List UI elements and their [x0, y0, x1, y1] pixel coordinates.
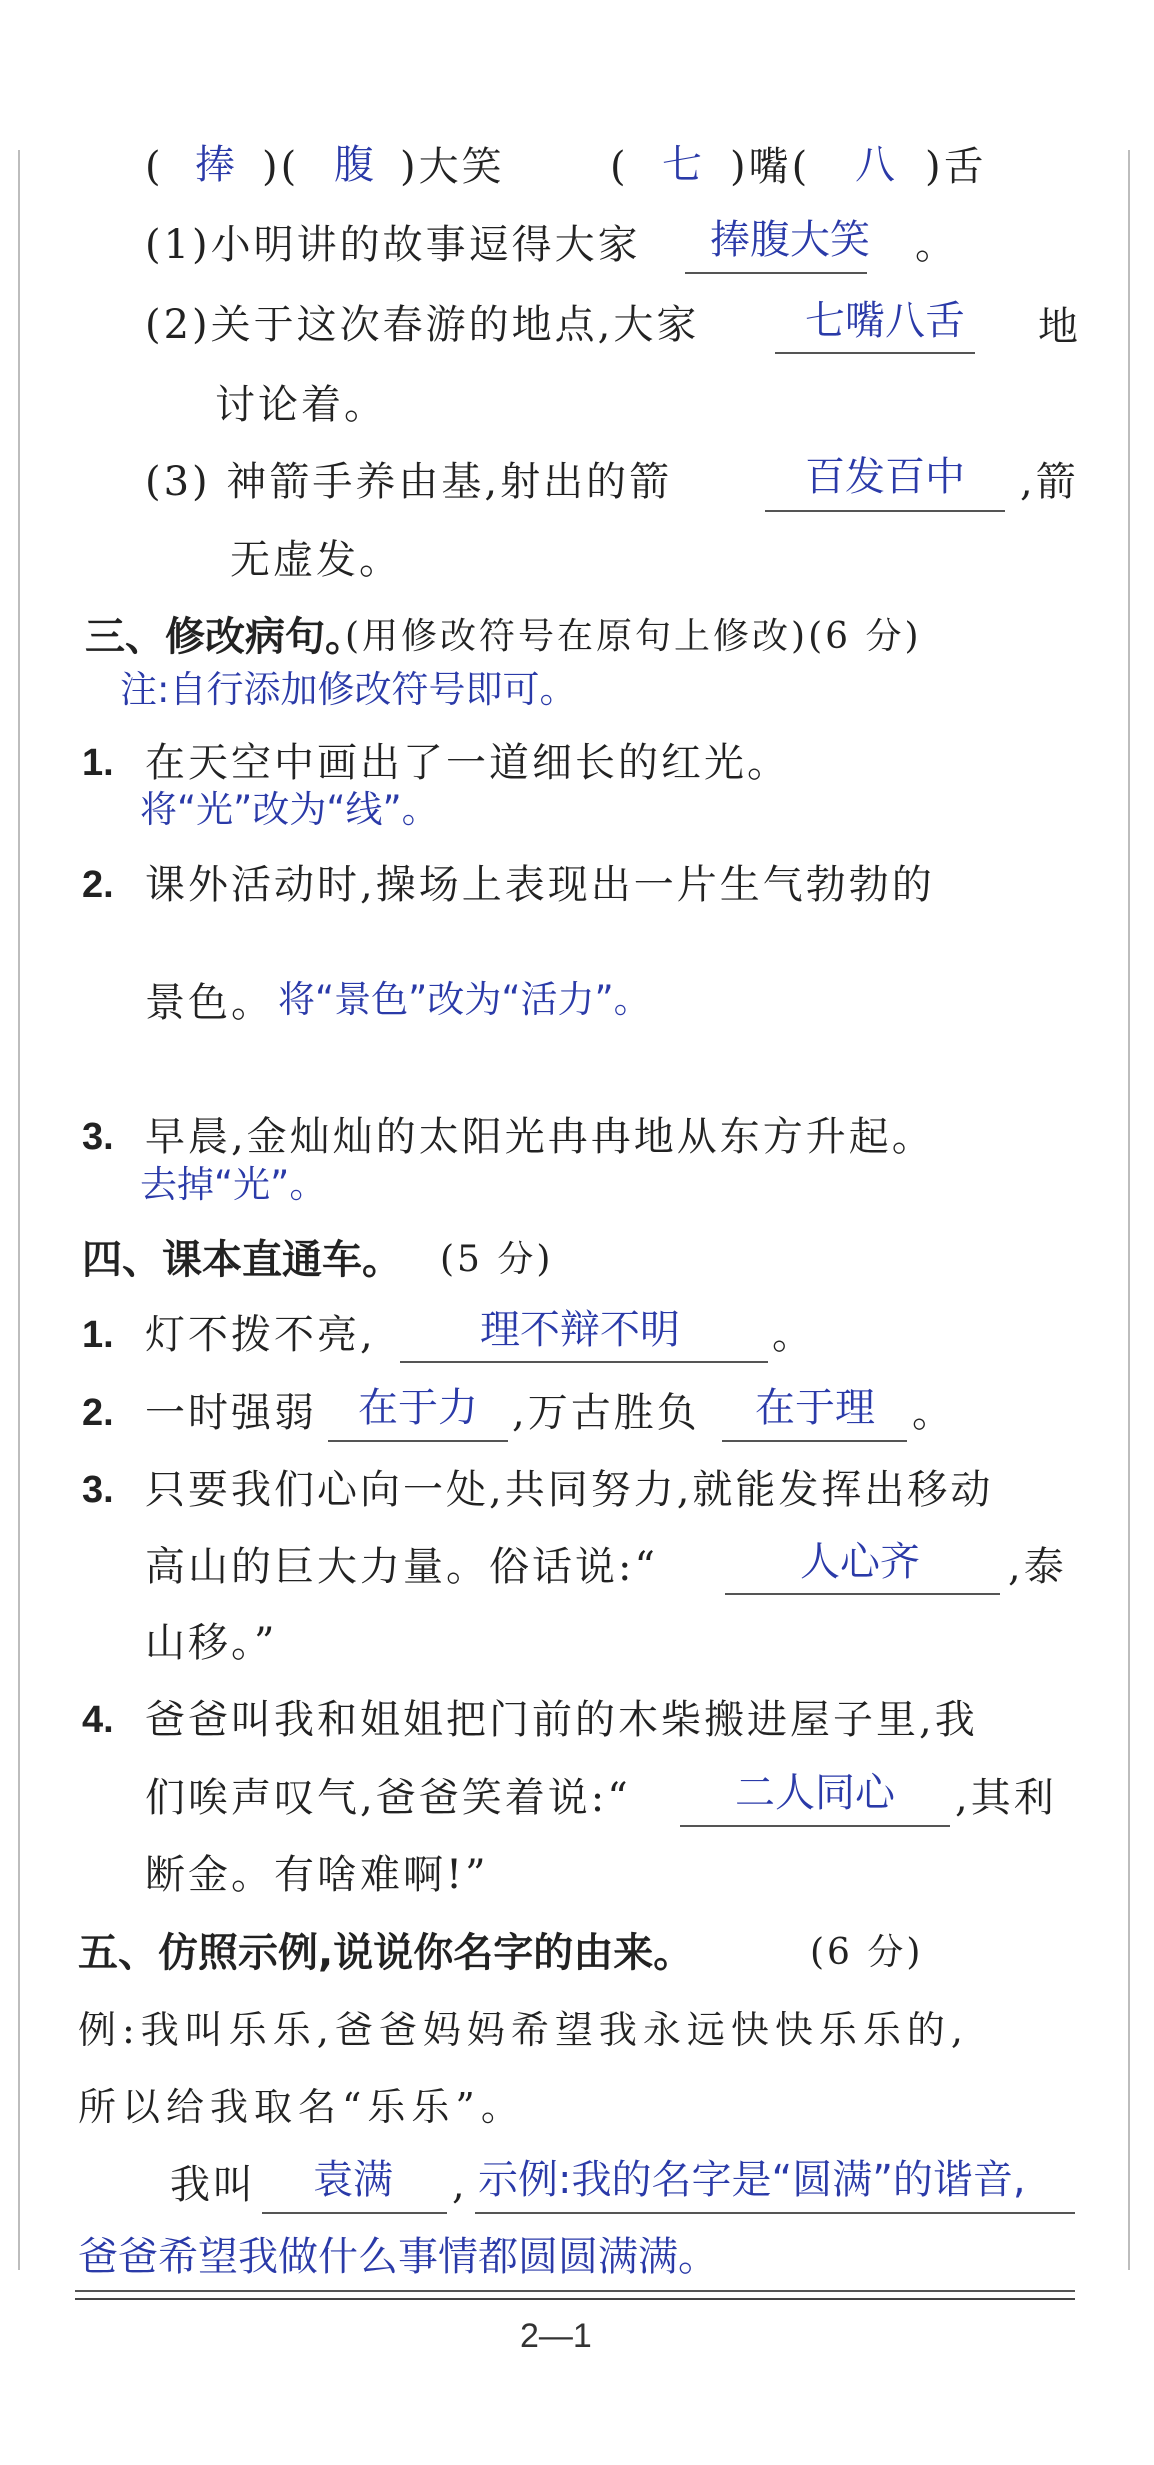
blank-line	[262, 2212, 447, 2214]
left-margin-line	[18, 150, 20, 2270]
blank-line	[75, 2290, 1075, 2292]
s4-q4-end: ,其利	[955, 1775, 1057, 1821]
section5-note: (6 分)	[810, 1932, 924, 1973]
blank-line	[328, 1440, 508, 1442]
page-number: 2—1	[520, 2317, 592, 2355]
paren: )(	[262, 144, 300, 190]
idiom-q2-answer: 七嘴八舌	[805, 298, 965, 344]
section4-title: 四、课本直通车。	[82, 1237, 402, 1283]
blank-line	[775, 352, 975, 354]
s4-q2-mid: ,万古胜负	[512, 1390, 700, 1436]
idiom-q3-text: (3) 神箭手养由基,射出的箭	[145, 459, 673, 505]
idiom-answer-3: 七	[662, 142, 702, 188]
idiom-q1-answer: 捧腹大笑	[710, 217, 870, 263]
sentence-2-cont: 景色。	[145, 980, 274, 1026]
item-number: 3.	[82, 1116, 114, 1158]
s4-q4-line2: 们唉声叹气,爸爸笑着说:“	[145, 1775, 631, 1821]
s4-q1-text: 灯不拨不亮,	[145, 1312, 376, 1358]
s4-q3-answer: 人心齐	[800, 1539, 920, 1585]
item-number: 4.	[82, 1699, 114, 1741]
punct: 。	[912, 1390, 955, 1436]
item-number: 2.	[82, 1392, 114, 1434]
s4-q2-answer-2: 在于理	[755, 1385, 875, 1431]
idiom-q2-text: (2)关于这次春游的地点,大家	[145, 302, 700, 348]
sentence-3-answer: 去掉“光”。	[140, 1163, 327, 1206]
section3-title: 三、修改病句。	[85, 614, 365, 660]
sentence-3: 早晨,金灿灿的太阳光冉冉地从东方升起。	[145, 1114, 935, 1160]
section5-example-line1: 例:我叫乐乐,爸爸妈妈希望我永远快快乐乐的,	[78, 2008, 969, 2052]
section4-note: (5 分)	[440, 1239, 554, 1280]
blank-line	[725, 1593, 1000, 1595]
item-number: 2.	[82, 864, 114, 906]
footer-line	[75, 2298, 1075, 2300]
blank-line	[680, 1825, 950, 1827]
idiom-q3-cont: 无虚发。	[230, 537, 402, 583]
idiom-q1-text: (1)小明讲的故事逗得大家	[145, 222, 641, 268]
idiom-q2-end: 地	[1038, 304, 1081, 350]
s4-q3-line2: 高山的巨大力量。俗话说:“	[145, 1544, 658, 1590]
punct: 。	[772, 1312, 815, 1358]
section5-answer-line2: 爸爸希望我做什么事情都圆圆满满。	[78, 2234, 718, 2280]
section3-hint: 注:自行添加修改符号即可。	[120, 668, 577, 711]
item-number: 1.	[82, 742, 114, 784]
sentence-2: 课外活动时,操场上表现出一片生气勃勃的	[145, 862, 935, 908]
idiom-text: )嘴(	[730, 144, 811, 190]
s4-q3-line1: 只要我们心向一处,共同努力,就能发挥出移动	[145, 1467, 994, 1513]
section3-note: (用修改符号在原句上修改)(6 分)	[345, 616, 922, 657]
blank-line	[685, 272, 867, 274]
idiom-text: )舌	[925, 144, 987, 190]
paren: (	[145, 144, 164, 190]
s4-q2-text: 一时强弱	[145, 1390, 317, 1436]
s4-q3-line3: 山移。”	[145, 1620, 278, 1666]
s4-q4-line3: 断金。有啥难啊!”	[145, 1852, 489, 1898]
item-number: 1.	[82, 1314, 114, 1356]
idiom-answer-1: 捧	[195, 142, 235, 188]
section5-example-line2: 所以给我取名“乐乐”。	[78, 2085, 525, 2129]
s4-q4-line1: 爸爸叫我和姐姐把门前的木柴搬进屋子里,我	[145, 1697, 978, 1743]
s4-q2-answer-1: 在于力	[358, 1385, 478, 1431]
punct: 。	[915, 222, 958, 268]
section5-answer-line1: 示例:我的名字是“圆满”的谐音,	[478, 2157, 1026, 2203]
section5-title: 五、仿照示例,说说你名字的由来。	[78, 1930, 694, 1976]
idiom-answer-4: 八	[855, 142, 895, 188]
idiom-text: )大笑	[400, 144, 505, 190]
sentence-2-answer: 将“景色”改为“活力”。	[278, 978, 651, 1021]
s4-q4-answer: 二人同心	[735, 1770, 895, 1816]
section5-comma: ,	[452, 2162, 468, 2208]
idiom-answer-2: 腹	[334, 142, 374, 188]
idiom-q3-answer: 百发百中	[805, 454, 965, 500]
blank-line	[475, 2212, 1075, 2214]
section5-name-answer: 袁满	[313, 2157, 393, 2203]
blank-line	[765, 510, 1005, 512]
idiom-q3-end: ,箭	[1020, 459, 1079, 505]
item-number: 3.	[82, 1469, 114, 1511]
s4-q3-end: ,泰	[1008, 1544, 1067, 1590]
blank-line	[722, 1440, 907, 1442]
sentence-1-answer: 将“光”改为“线”。	[140, 788, 439, 831]
section5-prefix: 我叫	[170, 2162, 256, 2208]
idiom-q2-cont: 讨论着。	[215, 382, 387, 428]
right-margin-line	[1128, 150, 1130, 2270]
s4-q1-answer: 理不辩不明	[480, 1307, 680, 1353]
blank-line	[400, 1361, 768, 1363]
sentence-1: 在天空中画出了一道细长的红光。	[145, 740, 790, 786]
paren: (	[610, 144, 629, 190]
